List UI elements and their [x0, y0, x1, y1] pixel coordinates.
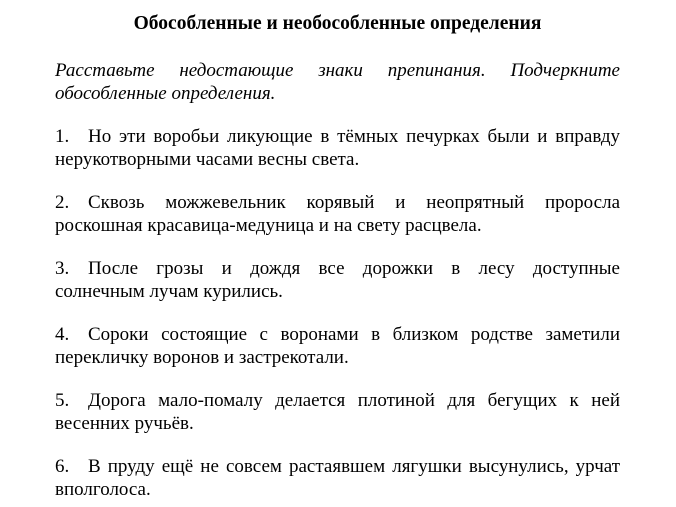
item-6-line-2: вполголоса. — [55, 479, 151, 500]
item-2-number: 2. — [55, 192, 70, 213]
item-3-text: После грозы и дождя все дорожки в лесу доступные — [88, 258, 620, 279]
item-5-text: Дорога мало-помалу делается плотиной для бегущих к ней — [88, 390, 620, 411]
item-2-text: Сквозь можжевельник корявый и неопрятный проросла — [88, 192, 620, 213]
item-1-line-2: нерукотворными часами весны света. — [55, 149, 360, 170]
item-1-line-1 — [55, 125, 620, 148]
item-4-line-2: перекличку воронов и застрекотали. — [55, 347, 349, 368]
exercise-item-4 — [55, 323, 620, 369]
item-4-line-1 — [55, 323, 620, 346]
item-6-text: В пруду ещё не совсем растаявшем лягушки высунулись, урчат — [88, 456, 620, 477]
item-5-line-1 — [55, 389, 620, 412]
item-6-line-1 — [55, 455, 620, 478]
exercise-item-6 — [55, 455, 620, 501]
item-3-line-2: солнечным лучам курились. — [55, 281, 283, 302]
item-5-line-2: весенних ручьёв. — [55, 413, 194, 434]
item-1-text: Но эти воробьи ликующие в тёмных печурках были и вправду — [88, 126, 620, 147]
item-6-number: 6. — [55, 456, 70, 477]
instructions-line-1: Расставьте недостающие знаки препинания. Подчеркните — [55, 60, 620, 81]
exercise-item-1 — [55, 125, 620, 171]
item-1-number: 1. — [55, 126, 70, 147]
item-4-text: Сороки состоящие с воронами в близком родстве заметили — [88, 324, 620, 345]
document-content — [55, 12, 620, 501]
exercise-item-3 — [55, 257, 620, 303]
exercise-item-2 — [55, 191, 620, 237]
page-title: Обособленные и необособленные определения — [133, 13, 542, 34]
item-2-line-1 — [55, 191, 620, 214]
item-2-line-2: роскошная красавица-медуница и на свету расцвела. — [55, 215, 482, 236]
instructions-line-2: обособленные определения. — [55, 83, 276, 104]
item-3-number: 3. — [55, 258, 70, 279]
item-5-number: 5. — [55, 390, 70, 411]
instructions-paragraph — [55, 59, 620, 105]
exercise-item-5 — [55, 389, 620, 435]
item-4-number: 4. — [55, 324, 70, 345]
item-3-line-1 — [55, 257, 620, 280]
